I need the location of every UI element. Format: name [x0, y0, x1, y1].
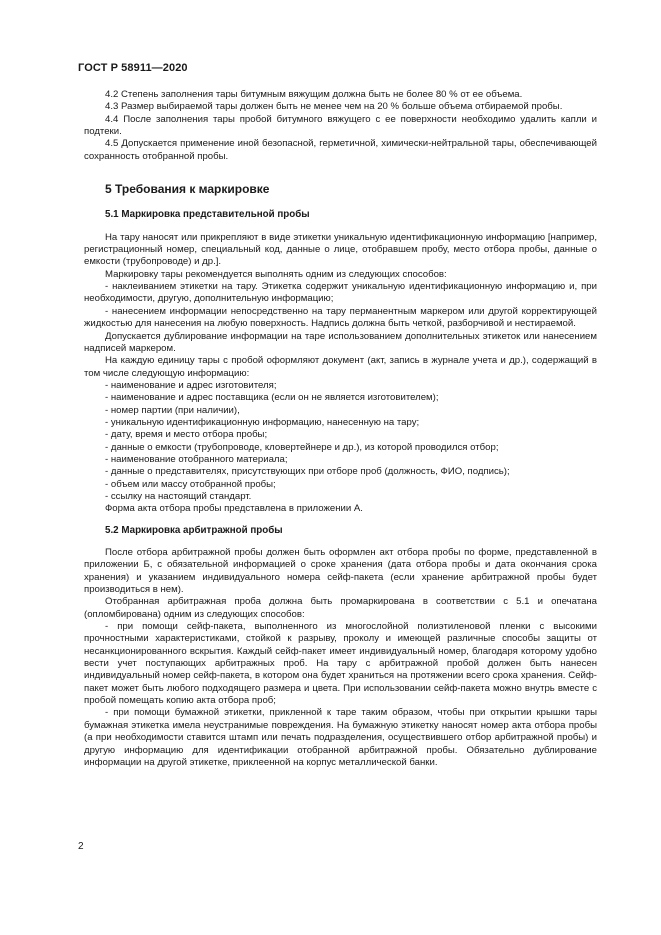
page-number: 2: [78, 841, 84, 852]
subsection-5-2-heading: 5.2 Маркировка арбитражной пробы: [105, 524, 283, 536]
document-header: ГОСТ Р 58911—2020: [78, 62, 188, 74]
info-list-item: - данные о представителях, присутствующих при отборе проб (должность, ФИО, подпись);: [105, 466, 510, 478]
paragraph-4-3: 4.3 Размер выбираемой тары должен быть не менее чем на 20 % больше объема отбираемой пробы.: [105, 101, 563, 113]
info-list-item: - ссылку на настоящий стандарт.: [105, 490, 252, 502]
sealing-method-paper-label: - при помощи бумажной этикетки, прикленной к таре таким образом, чтобы при открытии крышки тары бумажная этикетка имела неустранимые повреждения. На бумажную этикетку наносят номер акта отбора пробы (а при необходимости ставится штамп или печать подразделения, осуществившего отбор арбитражной пробы) и другую информацию для идентификации отобранной арбитражной пробы. Обязательно дублирование информации на другой этикетке, приклеенной на корпус металлической банки.: [84, 707, 597, 768]
paragraph-4-5: 4.5 Допускается применение иной безопасной, герметичной, химически-нейтральной тары, обеспечивающей сохранность отобранной пробы.: [84, 138, 597, 162]
paragraph-5-2-act: После отбора арбитражной пробы должен быть оформлен акт отбора пробы по форме, представленной в приложении Б, с обязательной информацией о сроке хранения (дата отбора пробы и дата окончания срока хранения) и указанием индивидуального номера сейф-пакета (если хранение арбитражной пробы будет производиться в нем).: [84, 547, 597, 596]
info-list-item: - наименование и адрес поставщика (если он не является изготовителем);: [105, 392, 439, 404]
paragraph-5-1-duplication: Допускается дублирование информации на таре использованием дополнительных этикеток или нанесением надписей маркером.: [84, 330, 597, 354]
info-list-item: - уникальную идентификационную информацию, нанесенную на тару;: [105, 416, 420, 428]
paragraph-5-1-intro: На тару наносят или прикрепляют в виде этикетки уникальную идентификационную информацию [например, регистрационный номер, специальный код, данные о лице, отобравшем пробу, место отбора пробы, данные о емкости (трубопроводе) и др.].: [84, 231, 597, 268]
info-list-item: - наименование отобранного материала;: [105, 453, 288, 465]
paragraph-4-4: 4.4 После заполнения тары пробой битумного вяжущего с ее поверхности необходимо удалить капли и подтеки.: [84, 113, 597, 138]
subsection-5-1-heading: 5.1 Маркировка представительной пробы: [105, 209, 310, 221]
paragraph-5-1-methods-intro: Маркировку тары рекомендуется выполнять одним из следующих способов:: [105, 268, 447, 280]
paragraph-4-2: 4.2 Степень заполнения тары битумным вяжущим должна быть не более 80 % от ее объема.: [105, 89, 523, 100]
info-list-item: - номер партии (при наличии),: [105, 404, 240, 416]
info-list-item: - дату, время и место отбора пробы;: [105, 429, 268, 441]
info-list-item: - данные о емкости (трубопроводе, кловертейнере и др.), из которой проводился отбор;: [105, 441, 499, 453]
section-5-heading: 5 Требования к маркировке: [105, 182, 270, 197]
sealing-method-safe-bag: - при помощи сейф-пакета, выполненного из многослойной полиэтиленовой пленки с высокими прочностными характеристиками, стойкой к разрыву, проколу и имеющей различные способы защиты от несанкционированного вскрытия. Каждый сейф-пакет имеет индивидуальный номер, благодаря которому удобно вести учет поступающих арбитражных проб. На тару с арбитражной пробой должен быть нанесен индивидуальный номер сейф-пакета, в котором она будет храниться на протяжении всего срока хранения. Сейф-пакет может быть любого подходящего размера и цвета. При использовании сейф-пакета можно внутрь вместе с пробой помещать копию акта отбора проб;: [84, 621, 597, 707]
paragraph-5-2-sealing: Отобранная арбитражная проба должна быть промаркирована в соответствии с 5.1 и опечатана (опломбирована) одним из следующих способов:: [84, 596, 597, 620]
paragraph-5-1-document: На каждую единицу тары с пробой оформляют документ (акт, запись в журнале учета и др.), содержащий в том числе следующую информацию:: [84, 355, 597, 379]
paragraph-5-1-form-ref: Форма акта отбора пробы представлена в приложении А.: [105, 503, 363, 515]
document-body: [84, 89, 597, 769]
method-item: - нанесением информации непосредственно на тару перманентным маркером или другой корректирующей жидкостью для нанесения на любую поверхность. Надпись должна быть четкой, разборчивой и нестираемой.: [84, 305, 597, 330]
info-list-item: - наименование и адрес изготовителя;: [105, 379, 277, 391]
method-item: - наклеиванием этикетки на тару. Этикетка содержит уникальную идентификационную информацию и, при необходимости, другую, дополнительную информацию;: [84, 281, 597, 305]
info-list-item: - объем или массу отобранной пробы;: [105, 478, 276, 490]
